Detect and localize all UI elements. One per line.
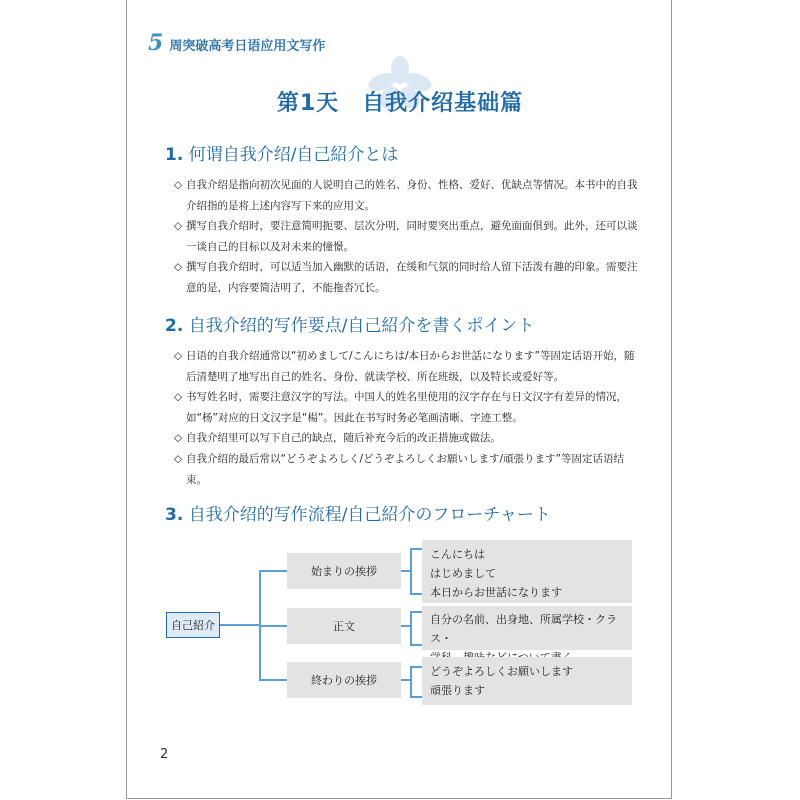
section-3-heading: [165, 500, 551, 525]
section-1-number: 1.: [165, 145, 184, 165]
flowchart-detail-closing: どうぞよろしくお願いします 頑張ります: [422, 657, 632, 705]
list-item: ◇ 撰写自我介绍时，可以适当加入幽默的话语，在缓和气氛的同时给人留下活泼有趣的印象。需要注意的是，内容要简洁明了，不能拖沓冗长。: [174, 257, 640, 298]
list-item: ◇ 自我介绍的最后常以“どうぞよろしく/どうぞよろしくお願いします/頑張ります”等固定话语结束。: [174, 449, 640, 490]
list-item: ◇ 撰写自我介绍时，要注意简明扼要、层次分明，同时要突出重点，避免面面俱到。此外，还可以谈一谈自己的目标以及对未来的憧憬。: [174, 216, 640, 257]
flowchart-stage-closing: 終わりの挨拶: [287, 662, 401, 698]
connector-line: [259, 679, 287, 681]
diamond-bullet-icon: ◇: [174, 432, 183, 445]
connector-line: [410, 666, 422, 668]
header-title: 周突破高考日语应用文写作: [169, 39, 326, 54]
list-item: ◇ 自我介绍里可以写下自己的缺点，随后补充今后的改正措施或做法。: [174, 428, 640, 449]
section-2-bullets: [174, 346, 640, 490]
section-2-title: 自我介绍的写作要点/自己紹介を書くポイント: [188, 316, 535, 336]
header-number: 5: [148, 30, 164, 56]
connector-line: [410, 548, 422, 550]
section-2-number: 2.: [165, 316, 184, 336]
list-item: ◇ 自我介绍是指向初次见面的人说明自己的姓名、身份、性格、爱好、优缺点等情况。本书中的自我介绍指的是将上述内容写下来的应用文。: [174, 175, 640, 216]
list-item: ◇ 书写姓名时，需要注意汉字的写法。中国人的姓名里使用的汉字存在与日文汉字有差异的情况，如“杨”对应的日文汉字是“楊”。因此在书写时务必笔画清晰、字迹工整。: [174, 387, 640, 428]
page-title: 第1天 自我介绍基础篇: [276, 91, 524, 116]
section-3-title: 自我介绍的写作流程/自己紹介のフローチャート: [188, 505, 551, 525]
running-header: [148, 30, 325, 56]
connector-line: [410, 611, 412, 645]
section-1-heading: [165, 140, 398, 165]
connector-line: [410, 666, 412, 697]
connector-line: [410, 593, 422, 595]
section-3-number: 3.: [165, 505, 184, 525]
diamond-bullet-icon: ◇: [174, 350, 183, 362]
connector-line: [410, 548, 412, 594]
diamond-bullet-icon: ◇: [174, 179, 183, 191]
section-1-title: 何谓自我介绍/自己紹介とは: [188, 145, 399, 165]
list-item: ◇ 日语的自我介绍通常以“初めまして/こんにちは/本日からお世話になります”等固定话语开始，随后清楚明了地写出自己的姓名、身份、就读学校、所在班级，以及特长或爱好等。: [174, 346, 640, 387]
section-1-bullets: [174, 175, 640, 299]
connector-line: [410, 696, 422, 698]
diamond-bullet-icon: ◇: [174, 452, 183, 465]
diamond-bullet-icon: ◇: [174, 220, 183, 233]
connector-line: [410, 644, 422, 646]
flowchart-stage-opening: 始まりの挨拶: [287, 553, 401, 589]
connector-line: [259, 570, 287, 572]
connector-line: [410, 611, 422, 613]
section-2-heading: [165, 311, 534, 336]
flowchart-stage-body: 正文: [287, 608, 401, 644]
connector-line: [220, 624, 260, 626]
flowchart-detail-body: 自分の名前、出身地、所属学校・クラス・: [422, 606, 632, 650]
page-number: 2: [160, 747, 169, 762]
diamond-bullet-icon: ◇: [174, 261, 183, 274]
flowchart-detail-opening: こんにちは はじめまして 本日からお世話になります: [422, 540, 632, 603]
flowchart-root-box: 自己紹介: [166, 612, 220, 638]
connector-line: [259, 625, 287, 627]
diamond-bullet-icon: ◇: [174, 391, 183, 404]
